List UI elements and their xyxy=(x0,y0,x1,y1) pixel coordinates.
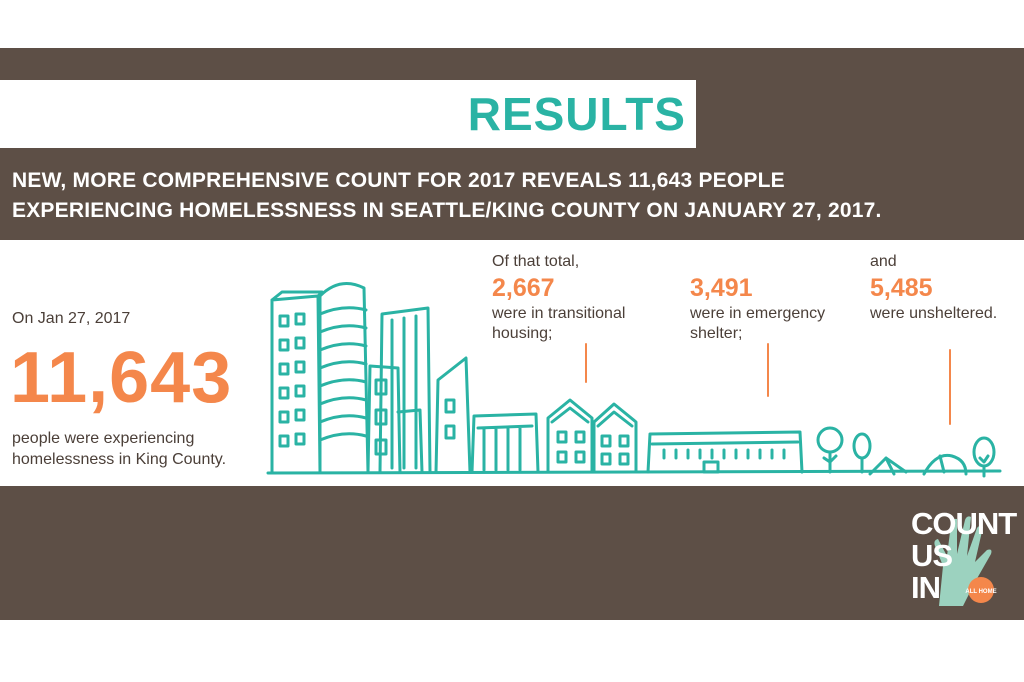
stat-unsheltered xyxy=(870,252,997,324)
stat-value: 3,491 xyxy=(690,274,753,302)
total-description xyxy=(12,428,262,470)
stat-transitional xyxy=(492,252,625,344)
stat-intro: Of that total, xyxy=(492,253,580,270)
logo-word-in: IN xyxy=(911,570,940,605)
stat-label-line-1: were in transitional xyxy=(492,305,626,322)
total-description-line-2: homelessness in King County. xyxy=(12,451,227,468)
all-home-badge: ALL HOME xyxy=(965,589,997,595)
logo-word-us: US xyxy=(911,538,953,573)
stat-label-line-2: shelter; xyxy=(690,325,743,342)
stat-intro: and xyxy=(870,253,897,270)
stats-section xyxy=(0,240,1024,486)
headline-line-2: EXPERIENCING HOMELESSNESS IN SEATTLE/KING COUNTY ON JANUARY 27, 2017. xyxy=(12,199,882,222)
headline xyxy=(12,166,1012,226)
count-us-in-logo xyxy=(905,506,1017,611)
logo-word-count: COUNT xyxy=(911,506,1017,541)
stat-emergency xyxy=(690,272,825,344)
stat-value: 2,667 xyxy=(492,274,555,302)
count-date: On Jan 27, 2017 xyxy=(12,310,131,327)
stat-value: 5,485 xyxy=(870,274,933,302)
total-count: 11,643 xyxy=(10,338,233,418)
results-title: RESULTS xyxy=(467,88,686,140)
stat-label-line-1: were unsheltered. xyxy=(870,305,998,322)
results-banner xyxy=(0,80,696,148)
stat-label-line-2: housing; xyxy=(492,325,553,342)
stat-label-line-1: were in emergency xyxy=(690,305,826,322)
total-description-line-1: people were experiencing xyxy=(12,430,195,447)
footer-band xyxy=(0,486,1024,620)
headline-line-1: NEW, MORE COMPREHENSIVE COUNT FOR 2017 REVEALS 11,643 PEOPLE xyxy=(12,169,785,192)
